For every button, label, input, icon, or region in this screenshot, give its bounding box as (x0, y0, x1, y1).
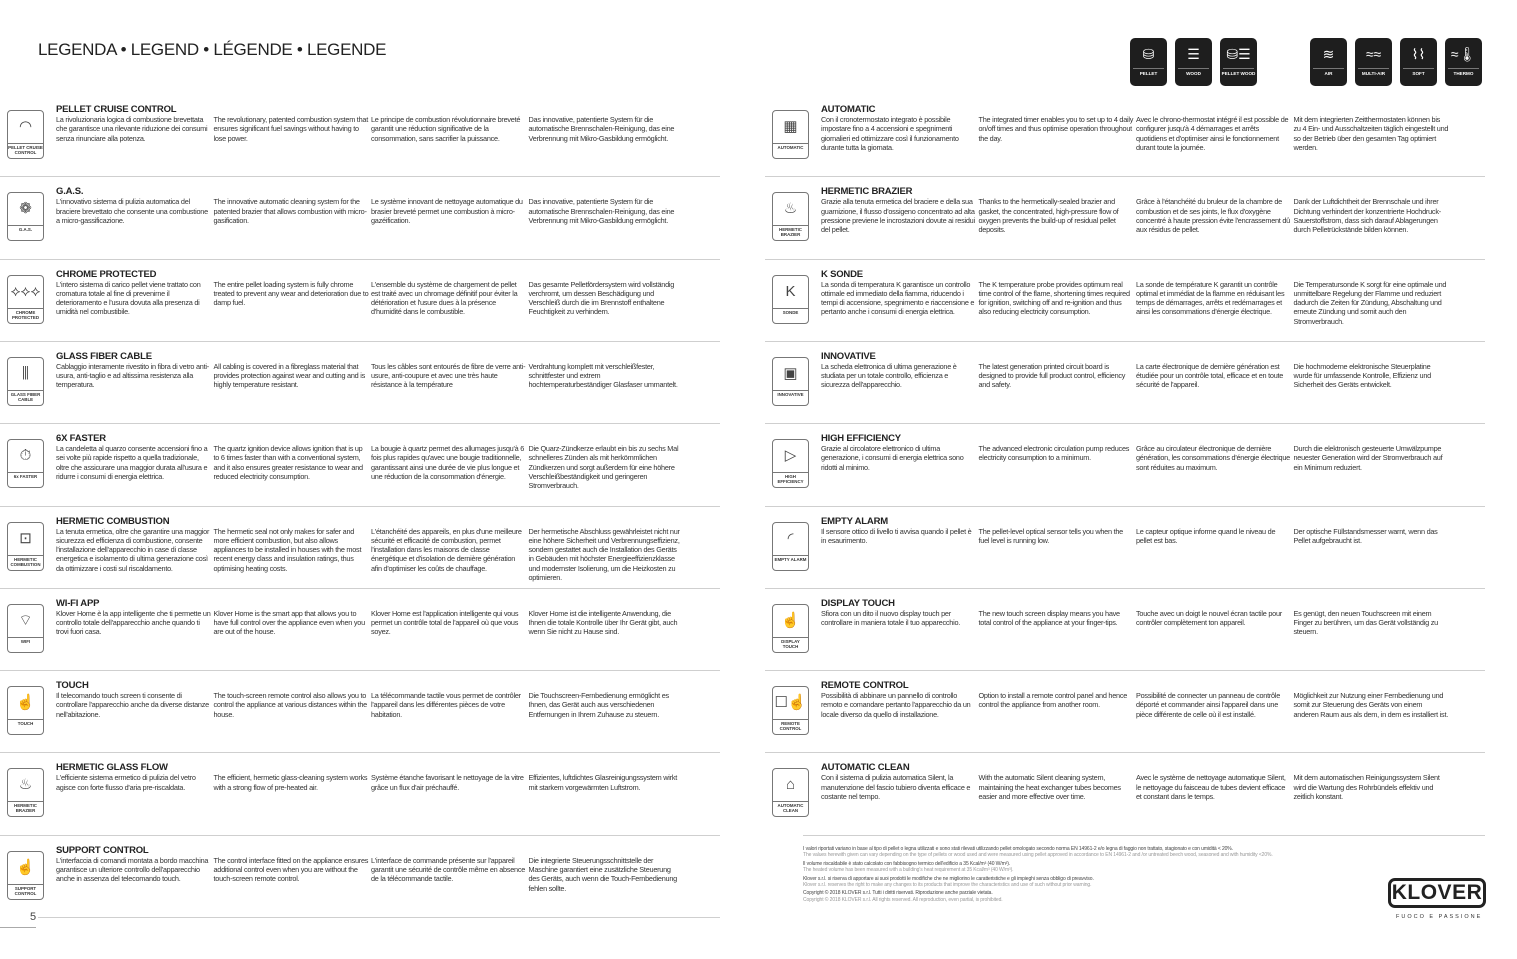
feature-text-fr: Le capteur optique informe quand le niveau de pellet est bas. (1136, 526, 1276, 545)
icon-label: MULTI-AIR (1361, 71, 1386, 76)
feature-icon-box (772, 522, 809, 571)
row-divider (0, 835, 720, 836)
pellet-wood-icon: ⛁☰ (1226, 46, 1251, 62)
feature-title: AUTOMATIC CLEAN (821, 762, 910, 774)
page-number-rule (0, 927, 36, 928)
feature-text-fr: Possibilité de connecter un panneau de contrôle déporté et commander ainsi l'appareil dans une pièce différente de celle où il est installé. (1136, 691, 1281, 719)
icon-divider (8, 225, 43, 226)
feature-title: EMPTY ALARM (821, 515, 888, 527)
note-english: Klover s.r.l. reserves the right to make any changes to its products that improve the characteristics and use of such without prior warning. (803, 882, 1092, 889)
feature-text-fr: Système étanche favorisant le nettoyage de la vitre grâce un flux d'air préchauffé. (371, 773, 524, 792)
gas-icon: ❁ (19, 200, 32, 218)
feature-text-en: The revolutionary, patented combustion system that ensures significant fuel savings without having to lose power. (213, 115, 368, 143)
feature-text-fr: Tous les câbles sont entourés de fibre de verre anti-usure, anti-coupure et avec une très haute résistance à la température (371, 361, 526, 390)
feature-row (0, 845, 720, 927)
feature-text-it: La sonda di temperatura K garantisce un controllo ottimale ed immediato della fiamma, riducendo i tempi di accensione, spegnimento e riaccensione e pertanto anche i consumi di energia elettrica. (821, 279, 975, 317)
icon-divider (1403, 68, 1434, 69)
feature-row (765, 433, 1485, 515)
feature-text-fr: La carte électronique de dernière génération est étudiée pour un contrôle total, efficace et en toute sécurité de l'appareil. (1136, 361, 1284, 390)
row-divider (765, 670, 1485, 671)
icon-divider (8, 637, 43, 638)
icon-label: PELLET WOOD (1221, 71, 1256, 76)
row-divider (803, 835, 1485, 836)
feature-row (765, 680, 1485, 762)
feature-icon-box (7, 110, 44, 159)
pellet-icon: ⛁ (1142, 46, 1155, 62)
icon-label: PELLET (1139, 71, 1158, 76)
feature-icon-box (772, 357, 809, 406)
feature-text-it: Il telecomando touch screen ti consente di controllare l'apparecchio anche da diverse distanze nell'abitazione. (56, 691, 209, 719)
feature-text-de: Die Quarz-Zündkerze erlaubt ein bis zu sechs Mal schnelleres Zünden als mit herkömmlichen Zündkerzen und sorgt außerdem für eine höhere Verschleißbeständigkeit und geringeren Stromverbrauch. (528, 444, 679, 491)
feature-icon-label: CHROME PROTECTED (11, 309, 40, 320)
row-divider (765, 506, 1485, 507)
row-divider (765, 341, 1485, 342)
cable-icon: ⫼ (22, 364, 29, 382)
feature-text-en: Option to install a remote control panel and hence control the appliance from another room. (978, 691, 1128, 710)
feature-icon-label: SONDE (782, 309, 799, 315)
icon-divider (8, 801, 43, 802)
feature-text-de: Die hochmoderne elektronische Steuerplatine wurde für umfassende Kontrolle, Effizienz und Sicherheit des Geräts entwickelt. (1293, 361, 1431, 390)
feature-text-de: Effizientes, luftdichtes Glasreinigungssystem wirkt mit starkem vorgewärmten Luftstrom. (528, 773, 678, 792)
feature-title: HERMETIC COMBUSTION (56, 515, 170, 527)
row-divider (38, 917, 720, 918)
feature-text-de: Es genügt, den neuen Touchscreen mit einem Finger zu berühren, um das Gerät vollständig zu steuern. (1293, 608, 1438, 637)
feature-icon-label: EMPTY ALARM (774, 556, 807, 562)
feature-text-en: The quartz ignition device allows ignition that is up to 6 times faster than with a conventional system, and it also ensures greater resistance to wear and reduced electricity consumption. (213, 444, 363, 482)
display-touch-icon: ☝ (781, 611, 800, 629)
play-circle-icon: ▷ (784, 447, 797, 465)
feature-icon-box (7, 851, 44, 900)
note-italian: Klover s.r.l. si riserva di apportare ai suoi prodotti le modifiche che ne migliorino le caratteristiche e gli impieghi senza obbligo di preavviso. (803, 875, 1094, 882)
feature-icon-label: SUPPORT CONTROL (14, 885, 37, 896)
feature-icon-box (7, 604, 44, 653)
feature-text-en: The hermetic seal not only makes for safer and more efficient combustion, but also allows appliances to be installed in houses with the most recent energy class and insulation ratings, thus optimising heating costs. (213, 526, 362, 573)
feature-row (0, 762, 720, 844)
flame-icon: ♨ (18, 776, 33, 794)
feature-title: GLASS FIBER CABLE (56, 350, 152, 362)
feature-icon-box (7, 768, 44, 817)
feature-text-it: La candeletta al quarzo consente accensioni fino a sei volte più rapide rispetto a quella tradizionale, oltre che assicurare una maggior durata all'usura e ridurre i consumi di energia elettrica. (56, 444, 208, 482)
note-english: Copyright © 2018 KLOVER s.r.l. All rights reserved. All reproduction, even partial, is prohibited. (803, 896, 1003, 903)
feature-text-it: L'interfaccia di comandi montata a bordo macchina garantisce un ulteriore controllo dell'apparecchio anche in assenza del telecomando touch. (56, 855, 209, 884)
feature-icon-label: HIGH EFFICIENCY (777, 474, 804, 485)
feature-title: HERMETIC GLASS FLOW (56, 762, 168, 774)
icon-divider (1448, 68, 1479, 69)
feature-text-en: Klover Home is the smart app that allows you to have full control over the appliance even when you are out of the house. (213, 608, 365, 637)
feature-text-it: La rivoluzionaria logica di combustione brevettata che garantisce una rilevante riduzione dei consumi senza rinunciare alla potenza. (56, 115, 208, 143)
row-divider (0, 423, 720, 424)
icon-divider (773, 555, 808, 556)
feature-text-fr: Avec le chrono-thermostat intégré il est possible de configurer jusqu'à 4 démarrages et arrêts quotidiens et d'optimiser ainsi le fonctionnement durant toute la journée. (1136, 115, 1289, 152)
icon-divider (1178, 68, 1209, 69)
feature-text-fr: Le principe de combustion révolutionnaire breveté garantit une réduction significative de la consommation, sans sacrifier la puissance. (371, 115, 521, 143)
note-italian: I valori riportati variano in base al tipo di pellet o legna utilizzati e sono stati rilevati utilizzando pellet omologato secondo norma EN 14961-2 e/o legna di faggio non trattato, stagionato e con umidità < 20%. (803, 846, 1233, 852)
icon-divider (1223, 68, 1254, 69)
feature-icon-label: AUTOMATIC CLEAN (777, 803, 804, 814)
icon-divider (8, 308, 43, 309)
feature-icon-box (772, 686, 809, 735)
feature-title: HERMETIC BRAZIER (821, 186, 913, 198)
level-gauge-icon: ◜ (787, 529, 794, 547)
feature-text-it: Con il cronotermostato integrato è possibile impostare fino a 4 accensioni e spegnimenti giornalieri ed ottimizzare così il funzionamento durante tutta la giornata. (821, 115, 959, 152)
pellet-legend-icon (1130, 38, 1167, 86)
feature-text-de: Mit dem automatischen Reinigungssystem Silent wird die Wartung des Rohrbündels effektiv und zeitlich konstant. (1293, 773, 1440, 801)
feature-text-en: With the automatic Silent cleaning system, maintaining the heat exchanger tubes becomes easier and more effective over time. (978, 773, 1121, 801)
icon-divider (773, 225, 808, 226)
feature-title: K SONDE (821, 268, 863, 280)
feature-title: G.A.S. (56, 186, 84, 198)
feature-text-it: Il sensore ottico di livello ti avvisa quando il pellet è in esaurimento. (821, 526, 972, 545)
feature-row (765, 762, 1485, 844)
feature-text-fr: La sonde de température K garantit un contrôle optimal et immédiat de la flamme en réduisant les temps de démarrages, arrêts et redémarrages et ainsi les consommations d'énergie électrique. (1136, 279, 1285, 317)
feature-icon-box (7, 275, 44, 324)
feature-title: 6X FASTER (56, 433, 106, 445)
feature-text-fr: Klover Home est l'application intelligente qui vous permet un contrôle total de l'appareil où que vous soyez. (371, 608, 519, 637)
icon-divider (8, 143, 43, 144)
icon-divider (8, 555, 43, 556)
feature-text-de: Die integrierte Steuerungsschnittstelle der Maschine garantiert eine zusätzliche Steuerung des Geräts, auch wenn die Touch-Fernbedienung fehlen sollte. (528, 855, 677, 893)
feature-icon-label: REMOTE CONTROL (779, 721, 802, 732)
row-divider (0, 670, 720, 671)
multi-air-icon: ≈≈ (1365, 46, 1382, 62)
feature-icon-box (7, 522, 44, 571)
icon-divider (8, 472, 43, 473)
feature-text-de: Der hermetische Abschluss gewährleistet nicht nur eine höhere Sicherheit und Verbrennungseffizienz, sondern gestattet auch die Installation des Geräts in Gebäuden mit höchster Energieeffizienzklasse und modernster Isolierung, um die Heizkosten zu optimieren. (528, 526, 680, 582)
feature-text-en: Thanks to the hermetically-sealed brazier and gasket, the concentrated, high-pressure flow of oxygen prevents the build-up of residual pellet deposits. (978, 197, 1119, 235)
icon-divider (1358, 68, 1389, 69)
stopwatch-icon: ⏱ (19, 447, 32, 465)
feature-text-fr: L'interface de commande présente sur l'appareil garantit une sécurité de contrôle même en absence de la télécommande tactile. (371, 855, 526, 884)
feature-icon-label: AUTOMATIC (777, 145, 804, 150)
feature-text-it: L'innovativo sistema di pulizia automatica del braciere brevettato che consente una combustione a micro-gassificazione. (56, 197, 208, 225)
feature-text-fr: La télécommande tactile vous permet de contrôler l'appareil dans les différentes pièces de votre habitation. (371, 691, 521, 719)
soft-icon: ⌇⌇ (1411, 46, 1426, 62)
feature-text-en: The K temperature probe provides optimum real time control of the flame, shortening times required for ignition, switching off and re-ignition and thus also reducing electricity consumption. (978, 279, 1130, 317)
icon-divider (773, 472, 808, 473)
feature-text-en: The control interface fitted on the appliance ensures additional control even when you are without the touch-screen remote control. (213, 855, 369, 884)
feature-row (0, 433, 720, 515)
row-divider (0, 506, 720, 507)
feature-text-de: Durch die elektronisch gesteuerte Umwälzpumpe neuester Generation wird der Stromverbrauch auf ein Minimum reduziert. (1293, 444, 1443, 472)
feature-text-fr: Grâce à l'étanchéité du bruleur de la chambre de combustion et de ses joints, le flux d'oxygène concentré à haute pression évite l'encrassement dû aux résidus de pellet. (1136, 197, 1290, 235)
icon-label: WOOD (1186, 71, 1201, 76)
feature-text-it: Possibilità di abbinare un pannello di controllo remoto e comandare pertanto l'apparecchio da un locale diverso da quello di installazione. (821, 691, 971, 719)
feature-icon-label: TOUCH (17, 721, 34, 727)
feature-icon-label: 6x FASTER (13, 474, 38, 480)
feature-title: CHROME PROTECTED (56, 268, 157, 280)
feature-row (0, 598, 720, 680)
feature-text-it: Con il sistema di pulizia automatica Silent, la manutenzione del fascio tubiero diventa efficace e costante nel tempo. (821, 773, 971, 801)
feature-text-en: The efficient, hermetic glass-cleaning system works with a strong flow of pre-heated air. (213, 773, 368, 792)
thermo-icon: ≈🌡 (1450, 46, 1477, 62)
row-divider (765, 752, 1485, 753)
feature-title: SUPPORT CONTROL (56, 844, 149, 856)
feature-icon-box (772, 768, 809, 817)
feature-row (0, 104, 720, 186)
icon-divider (773, 719, 808, 720)
feature-text-it: Cablaggio interamente rivestito in fibra di vetro anti-usura, anti-taglio e ad altissima resistenza alla temperatura. (56, 361, 209, 390)
feature-row (765, 598, 1485, 680)
feature-text-it: Sfiora con un dito il nuovo display touch per controllare in maniera totale il tuo apparecchio. (821, 608, 961, 628)
feature-icon-box (772, 604, 809, 653)
feature-icon-label: HERMETIC BRAZIER (779, 227, 802, 238)
feature-icon-label: HERMETIC BRAZIER (14, 803, 37, 814)
feature-icon-label: INNOVATIVE (777, 391, 804, 397)
feature-text-it: L'intero sistema di carico pellet viene trattato con cromatura totale al fine di prevenirne il deterioramento e l'usura dovuta alla presenza di umidità nel combustibile. (56, 279, 201, 317)
feature-row (765, 351, 1485, 433)
feature-title: REMOTE CONTROL (821, 680, 909, 692)
feature-icon-box (7, 192, 44, 241)
note-english: The heated volume has been measured with a building's heat requirement at 35 Kcal/m³ (40 W/m³). (803, 867, 1014, 874)
logo-tagline: FUOCO E PASSIONE (1396, 914, 1483, 920)
wifi-icon: ⌔ (18, 611, 33, 629)
row-divider (0, 176, 720, 177)
flame-icon: ♨ (783, 200, 798, 218)
icon-divider (1313, 68, 1344, 69)
feature-text-en: The entire pellet loading system is fully chrome treated to prevent any wear and deterioration due to damp fuel. (213, 279, 369, 308)
note-english: The values herewith given can vary depending on the type of pellets or wood used and were measured using pellet approved in accordance to EN 14961-2 and /or untreated beech wood, seasoned and with humidity <20%. (803, 852, 1273, 859)
feature-row (0, 269, 720, 351)
feature-title: TOUCH (56, 680, 89, 692)
feature-icon-label: DISPLAY TOUCH (781, 638, 800, 649)
feature-icon-label: WIFI (20, 638, 31, 644)
feature-text-en: The touch-screen remote control also allows you to control the appliance at various distances within the house. (213, 691, 367, 719)
row-divider (765, 423, 1485, 424)
feature-text-de: Möglichkeit zur Nutzung einer Fernbedienung und somit zur Steuerung des Geräts von einem anderen Raum aus als dem, in dem es installiert ist. (1293, 691, 1449, 719)
feature-text-de: Das innovative, patentierte System für die automatische Brennschalen-Reinigung, das eine Verbrennung mit Mikro-Gasbildung ermöglicht. (528, 197, 675, 225)
feature-icon-box (772, 110, 809, 159)
feature-row (0, 680, 720, 762)
touch-remote-icon: ☝ (16, 694, 35, 712)
k-sonde-icon: K (785, 282, 796, 300)
feature-text-de: Klover Home ist die intelligente Anwendung, die Ihnen die totale Kontrolle über Ihr Gerät gibt, auch wenn Sie nicht zu Hause sind. (528, 608, 678, 637)
feature-text-de: Das gesamte Pelletfördersystem wird vollständig verchromt, um dessen Beschädigung und Verschleiß durch die im Brennstoff enthaltene Feuchtigkeit zu verhindern. (528, 279, 675, 317)
icon-divider (1133, 68, 1164, 69)
feature-icon-label: GLASS FIBER CABLE (10, 391, 41, 402)
feature-text-fr: Touche avec un doigt le nouvel écran tactile pour contrôler complètement ton appareil. (1136, 608, 1282, 628)
feature-row (765, 269, 1485, 351)
row-divider (0, 341, 720, 342)
feature-text-de: Die Temperatursonde K sorgt für eine optimale und unmittelbare Regelung der Flamme und reduziert dadurch die Zeiten für Zündung, Abschaltung und erneute Zündung und somit auch den Stromverbrauch. (1293, 279, 1447, 326)
wood-legend-icon (1175, 38, 1212, 86)
feature-text-fr: Le système innovant de nettoyage automatique du brasier breveté permet une combustion à micro-gazéification. (371, 197, 523, 225)
feature-icon-label: G.A.S. (18, 227, 33, 233)
note-italian: Il volume riscaldabile è stato calcolato con fabbisogno termico dell'edificio a 35 Kcal/m³ (40 W/m³). (803, 860, 1011, 867)
icon-divider (773, 637, 808, 638)
feature-text-de: Verdrahtung komplett mit verschleißfester, schnittfester und extrem hochtemperaturbeständiger Glasfaser ummantelt. (528, 361, 678, 390)
feature-icon-box (7, 439, 44, 488)
row-divider (765, 176, 1485, 177)
feature-text-en: All cabling is covered in a fibreglass material that provides protection against wear and cutting and is highly temperature resistant. (213, 361, 366, 390)
feature-text-en: The latest generation printed circuit board is designed to provide full product control, efficiency and safety. (978, 361, 1126, 390)
feature-title: PELLET CRUISE CONTROL (56, 104, 177, 115)
calendar-icon: ▦ (783, 118, 798, 135)
icon-label: AIR (1324, 71, 1333, 76)
feature-icon-box (772, 439, 809, 488)
air-legend-icon (1310, 38, 1347, 86)
feature-text-de: Dank der Luftdichtheit der Brennschale und ihrer Dichtung verhindert der konzentrierte Hochdruck-Sauerstoffstrom, dass sich darauf Ablagerungen durch Pelletrückstände bilden können. (1293, 197, 1441, 235)
hermetic-combustion-icon: ⊡ (19, 529, 32, 547)
feature-row (765, 104, 1485, 186)
wood-icon: ☰ (1187, 46, 1200, 62)
feature-text-de: Das innovative, patentierte System für die automatische Brennschalen-Reinigung, das eine Verbrennung mit Mikro-Gasbildung ermöglicht. (528, 115, 675, 143)
feature-row (0, 516, 720, 598)
feature-text-de: Die Touchscreen-Fernbedienung ermöglicht es Ihnen, das Gerät auch aus verschiedenen Entfernungen in Ihrem Zuhause zu steuern. (528, 691, 669, 719)
feature-icon-label: HERMETIC COMBUSTION (10, 556, 41, 567)
thermo-legend-icon (1445, 38, 1482, 86)
air-icon: ≋ (1322, 46, 1335, 62)
feature-text-it: L'efficiente sistema ermetico di pulizia del vetro agisce con forte flusso d'aria pre-riscaldata. (56, 773, 196, 792)
feature-text-en: The advanced electronic circulation pump reduces electricity consumption to a minimum. (978, 444, 1130, 463)
feature-icon-box (7, 357, 44, 406)
feature-icon-label: PELLET CRUISE CONTROL (8, 145, 43, 155)
icon-divider (773, 308, 808, 309)
feature-text-it: Klover Home è la app intelligente che ti permette un controllo totale dell'apparecchio anche quando ti trovi fuori casa. (56, 608, 211, 637)
page-number: 5 (30, 911, 37, 923)
feature-title: AUTOMATIC (821, 104, 876, 115)
feature-text-en: The innovative automatic cleaning system for the patented brazier that allows combustion with micro-gasification. (213, 197, 367, 225)
feature-text-de: Mit dem integrierten Zeitthermostaten können bis zu 4 Ein- und Ausschaltzeiten täglich eingestellt und so der Betrieb über den gesamten Tag optimiert werden. (1293, 115, 1449, 152)
feature-title: DISPLAY TOUCH (821, 597, 895, 609)
feature-text-fr: Grâce au circulateur électronique de dernière génération, les consommations d'énergie électrique sont réduites au maximum. (1136, 444, 1290, 472)
feature-icon-box (7, 686, 44, 735)
gauge-icon: ◠ (18, 118, 33, 135)
feature-text-en: The pellet-level optical sensor tells you when the fuel level is running low. (978, 526, 1123, 545)
row-divider (765, 259, 1485, 260)
feature-text-en: The new touch screen display means you have total control of the appliance at your finger-tips. (978, 608, 1120, 628)
pellet-wood-legend-icon (1220, 38, 1257, 86)
feature-text-it: La tenuta ermetica, oltre che garantire una maggior sicurezza ed efficienza di combustione, consente l'installazione dell'apparecchio in case di classe energetica e isolamento di ultima generazione così da ottimizzare i costi sul riscaldamento. (56, 526, 210, 573)
icon-divider (8, 719, 43, 720)
feature-title: INNOVATIVE (821, 350, 876, 362)
control-panel-icon: ☝ (16, 858, 35, 876)
feature-text-fr: Avec le système de nettoyage automatique Silent, le nettoyage du faisceau de tubes devient efficace et constant dans le temps. (1136, 773, 1286, 801)
feature-text-it: La scheda elettronica di ultima generazione è studiata per un totale controllo, efficienza e sicurezza dell'apparecchio. (821, 361, 957, 390)
feature-text-fr: L'ensemble du système de chargement de pellet est traité avec un chromage définitif pour éviter la détérioration et l'usure dues à la présence d'humidité dans le combustible. (371, 279, 518, 317)
feature-text-en: The integrated timer enables you to set up to 4 daily on/off times and thus optimise operation throughout the day. (978, 115, 1134, 143)
feature-row (765, 516, 1485, 598)
icon-divider (773, 390, 808, 391)
row-divider (0, 752, 720, 753)
feature-title: WI-FI APP (56, 597, 100, 609)
footnotes (803, 846, 1363, 905)
icon-divider (8, 390, 43, 391)
row-divider (765, 588, 1485, 589)
feature-row (0, 351, 720, 433)
feature-text-fr: L'étanchéité des appareils, en plus d'une meilleure sécurité et efficacité de combustion, permet l'installation dans les maisons de classe énergétique et d'isolation de dernière génération afin d'optimiser les coûts de chauffage. (371, 526, 522, 573)
icon-label: THERMO (1453, 71, 1474, 76)
feature-text-it: Grazie alla tenuta ermetica del braciere e della sua guarnizione, il flusso d'ossigeno concentrato ad alta pressione previene le incrostazioni dovute ai residui del pellet. (821, 197, 975, 235)
icon-divider (8, 884, 43, 885)
feature-text-it: Grazie al circolatore elettronico di ultima generazione, i consumi di energia elettrica sono ridotti al minimo. (821, 444, 964, 472)
row-divider (0, 588, 720, 589)
chip-icon: ▣ (783, 364, 798, 382)
chrome-icon: ⟡⟡⟡ (10, 282, 41, 300)
remote-panel-icon: ☐☝ (774, 694, 807, 712)
feature-row (0, 186, 720, 268)
row-divider (0, 259, 720, 260)
feature-text-fr: La bougie à quartz permet des allumages jusqu'à 6 fois plus rapides qu'avec une bougie traditionnelle, garantissant ainsi une durée de vie plus longue et une réduction de la consommation d'énergie. (371, 444, 525, 482)
icon-divider (773, 801, 808, 802)
feature-title: HIGH EFFICIENCY (821, 433, 901, 445)
page-title: LEGENDA • LEGEND • LÉGENDE • LEGENDE (38, 40, 387, 59)
feature-text-de: Der optische Füllstandsmesser warnt, wenn das Pellet aufgebraucht ist. (1293, 526, 1438, 545)
multi-air-legend-icon (1355, 38, 1392, 86)
klover-logo: KLOVER (1388, 878, 1486, 908)
feature-icon-box (772, 192, 809, 241)
note-italian: Copyright © 2018 KLOVER s.r.l. Tutti i diritti riservati. Riproduzione anche parziale vietata. (803, 890, 993, 897)
auto-clean-icon: ⌂ (785, 776, 796, 794)
feature-row (765, 186, 1485, 268)
feature-icon-box (772, 275, 809, 324)
soft-legend-icon (1400, 38, 1437, 86)
icon-divider (773, 143, 808, 144)
icon-label: SOFT (1412, 71, 1425, 76)
